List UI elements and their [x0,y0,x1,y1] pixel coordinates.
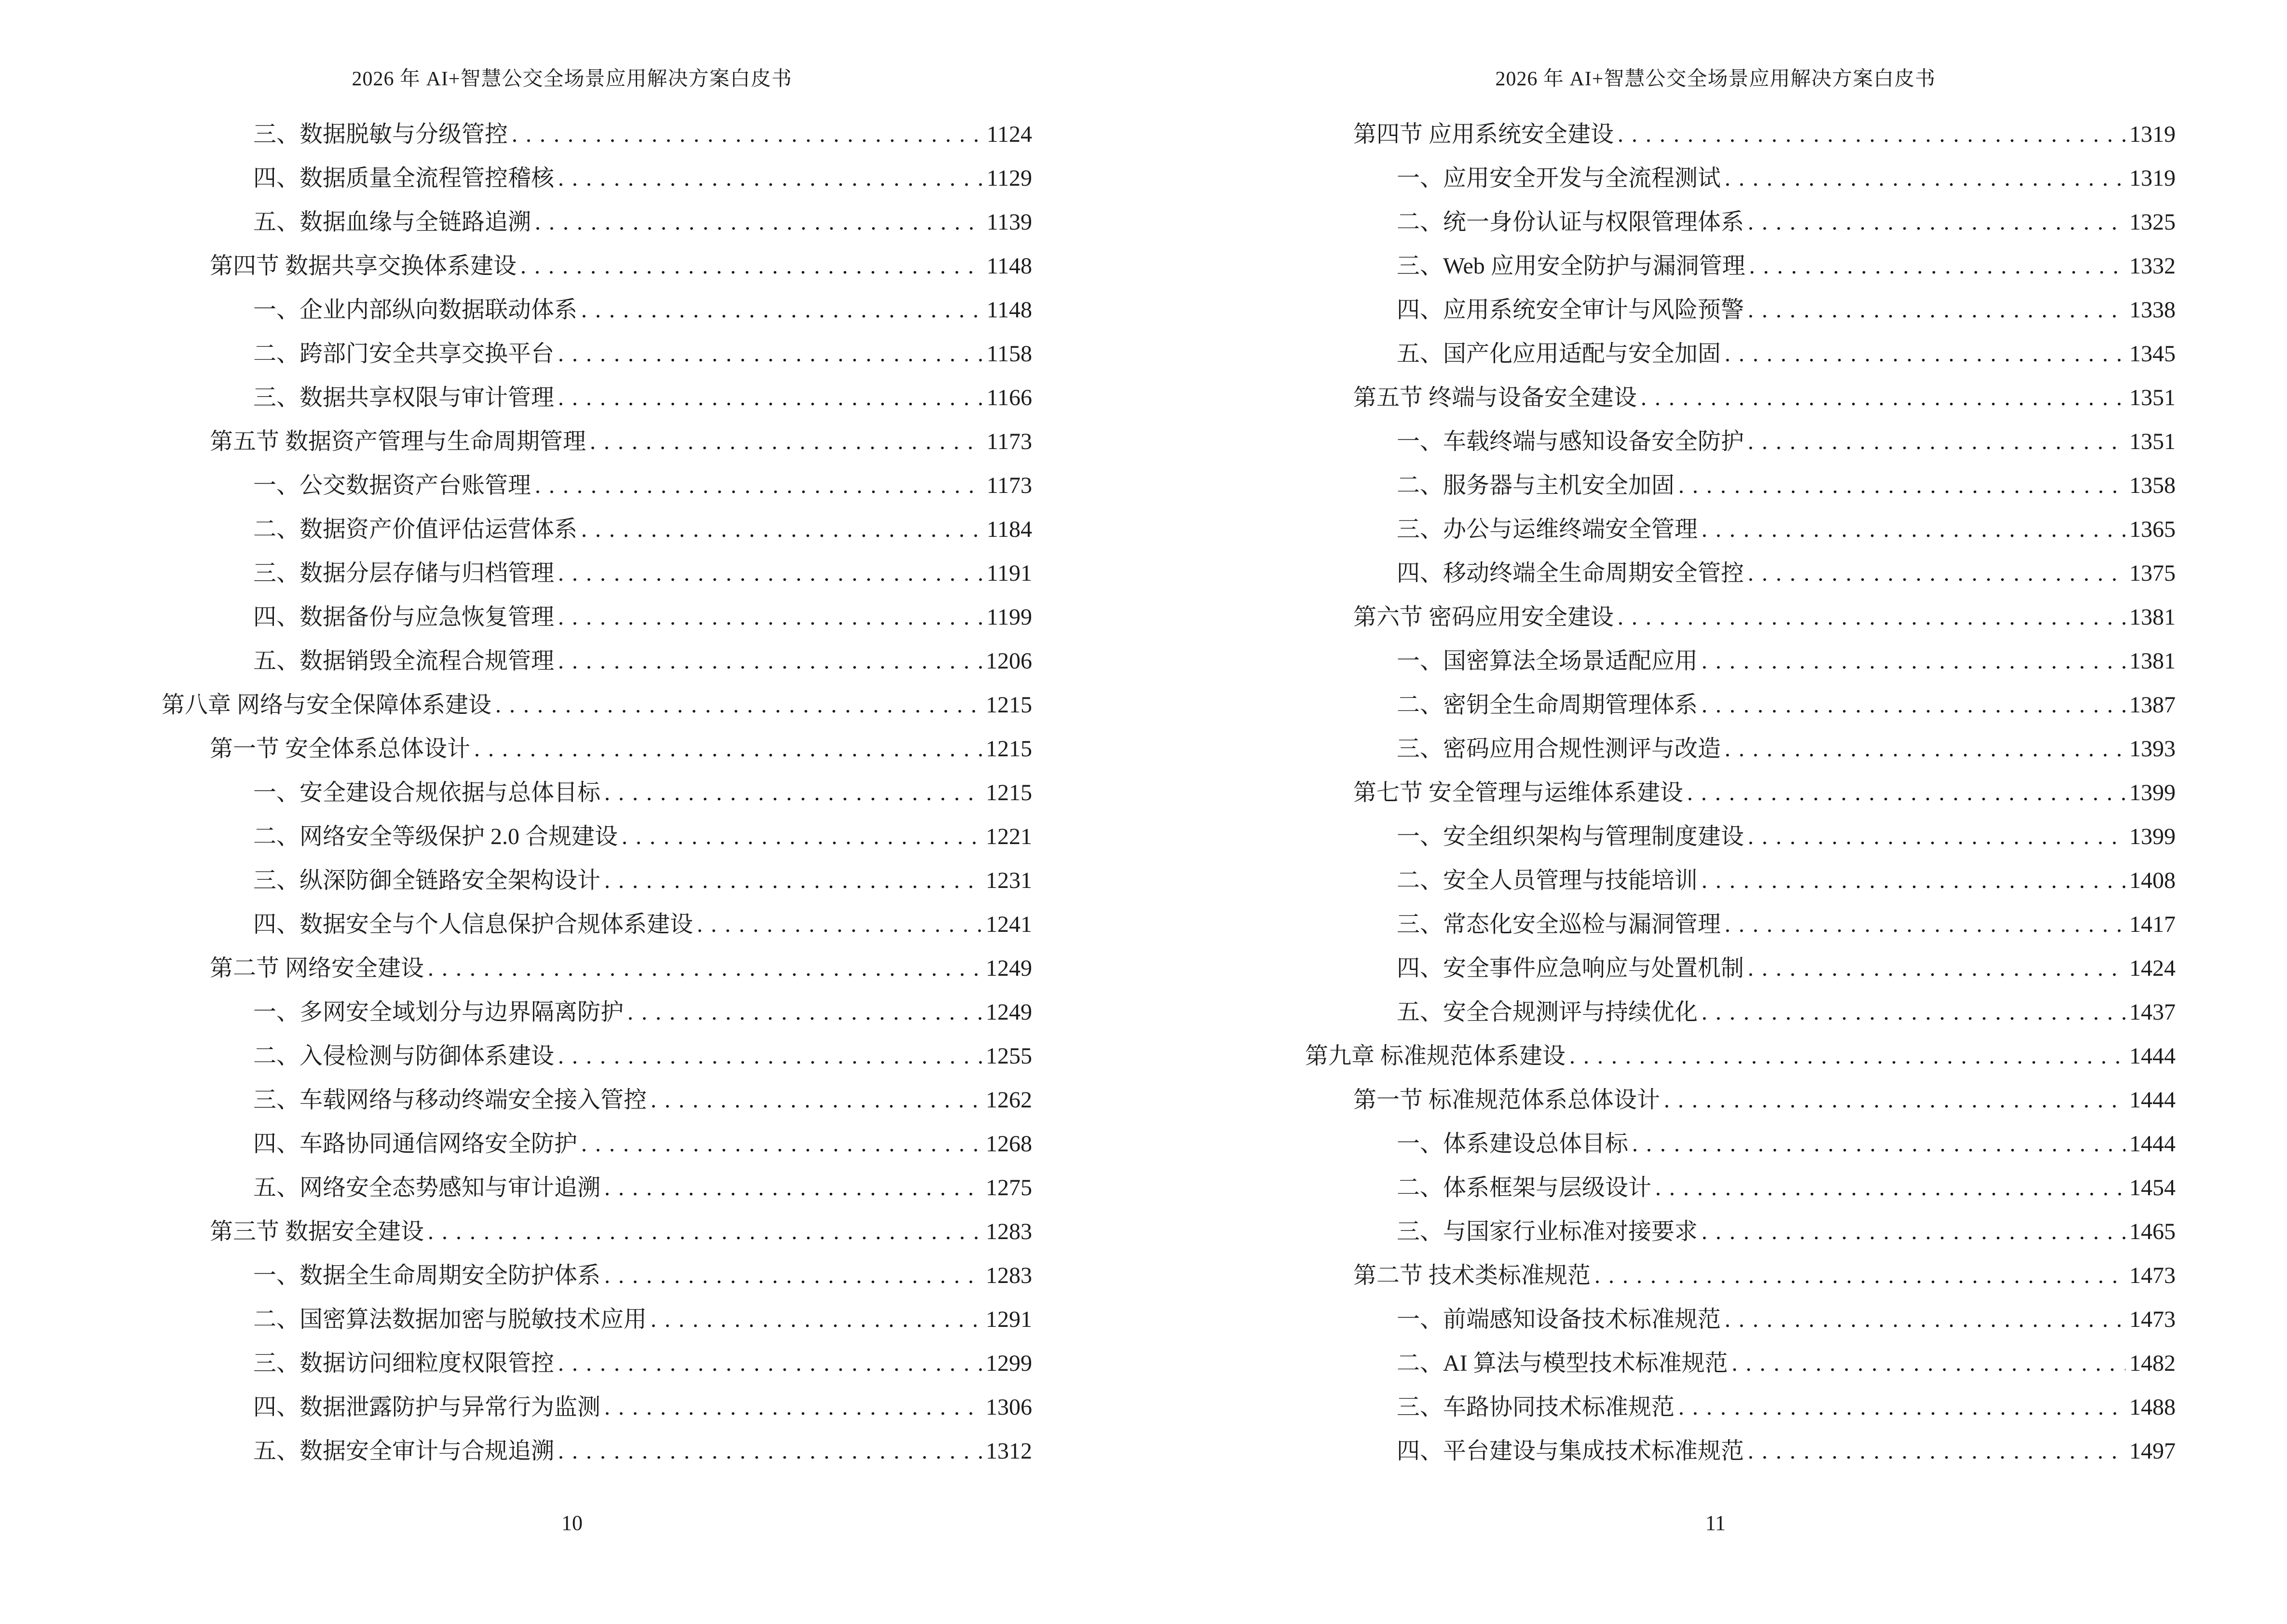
toc-entry[interactable] [1144,464,2287,507]
toc-entry[interactable] [0,507,1144,551]
toc-entry[interactable] [0,727,1144,771]
toc-entry[interactable] [0,244,1144,288]
toc-entry-page: 1424 [2129,955,2176,981]
dot-leader [428,946,982,990]
toc-entry-page: 1249 [986,955,1032,981]
toc-entry[interactable] [1144,507,2287,551]
dot-leader [558,1034,982,1078]
toc-entry-page: 1417 [2129,912,2176,937]
toc-entry-page: 1399 [2129,780,2176,805]
toc-entry-page: 1437 [2129,999,2176,1025]
toc-entry[interactable] [0,683,1144,727]
toc-entry-page: 1241 [986,912,1032,937]
dot-leader [520,244,982,288]
dot-leader [1748,420,2125,464]
toc-entry-label: 一、车载终端与感知设备安全防护 [1397,429,1744,454]
dot-leader [581,1122,982,1166]
toc-entry-label: 二、密钥全生命周期管理体系 [1397,692,1698,718]
toc-entry-label: 三、数据访问细粒度权限管控 [253,1351,555,1376]
toc-entry-page: 1148 [986,253,1032,279]
toc-entry-label: 三、纵深防御全链路安全架构设计 [253,868,601,893]
toc-entry[interactable] [0,376,1144,420]
dot-leader [1664,1078,2125,1122]
toc-entry-page: 1206 [986,648,1032,674]
dot-leader [1702,683,2125,727]
dot-leader [651,1297,982,1341]
toc-entry-label: 二、国密算法数据加密与脱敏技术应用 [253,1307,647,1332]
toc-entry[interactable] [1144,420,2287,464]
toc-entry-label: 四、安全事件应急响应与处置机制 [1397,955,1744,981]
dot-leader [558,332,982,376]
toc-entry[interactable] [1144,376,2287,420]
toc-entry-label: 一、应用安全开发与全流程测试 [1397,165,1721,191]
toc-entry[interactable] [1144,156,2287,200]
toc-entry-label: 三、数据分层存储与归档管理 [253,560,555,586]
dot-leader [604,1254,982,1297]
toc-entry[interactable] [0,1166,1144,1210]
dot-leader [1569,1034,2125,1078]
toc-entry[interactable] [0,1341,1144,1385]
dot-leader [581,288,982,332]
toc-entry[interactable] [1144,1385,2287,1429]
dot-leader [558,376,982,420]
toc-list [0,112,1144,1473]
toc-entry-label: 三、密码应用合规性测评与改造 [1397,736,1721,762]
toc-entry-label: 二、体系框架与层级设计 [1397,1175,1652,1201]
toc-entry[interactable] [1144,1166,2287,1210]
running-header: 2026 年 AI+智慧公交全场景应用解决方案白皮书 [352,68,792,90]
toc-entry-page: 1158 [986,341,1032,367]
dot-leader [1748,946,2125,990]
toc-entry[interactable] [1144,946,2287,990]
dot-leader [590,420,982,464]
toc-entry-label: 第七节 安全管理与运维体系建设 [1353,780,1684,805]
dot-leader [1687,771,2125,815]
dot-leader [697,902,982,946]
dot-leader [558,1341,982,1385]
toc-entry-page: 1191 [986,560,1032,586]
toc-entry-label: 一、安全建设合规依据与总体目标 [253,780,601,805]
toc-entry-page: 1173 [986,473,1032,498]
toc-entry-label: 第五节 数据资产管理与生命周期管理 [210,429,586,454]
toc-entry[interactable] [0,1210,1144,1254]
toc-entry-page: 1325 [2129,209,2176,235]
toc-entry[interactable] [0,288,1144,332]
toc-entry-label: 第二节 网络安全建设 [210,955,424,981]
toc-entry-page: 1365 [2129,517,2176,542]
dot-leader [1702,859,2125,902]
dot-leader [1725,156,2125,200]
toc-entry-page: 1199 [986,604,1032,630]
toc-entry-label: 四、移动终端全生命周期安全管控 [1397,560,1744,586]
toc-entry-label: 四、数据质量全流程管控稽核 [253,165,555,191]
toc-entry[interactable] [0,332,1144,376]
toc-entry-label: 四、车路协同通信网络安全防护 [253,1131,578,1157]
toc-entry-page: 1497 [2129,1438,2176,1464]
toc-entry[interactable] [1144,200,2287,244]
toc-entry-page: 1387 [2129,692,2176,718]
toc-entry-page: 1399 [2129,824,2176,849]
toc-entry-label: 三、常态化安全巡检与漏洞管理 [1397,912,1721,937]
toc-entry[interactable] [1144,551,2287,595]
toc-entry-page: 1358 [2129,473,2176,498]
toc-entry[interactable] [1144,288,2287,332]
toc-entry[interactable] [1144,639,2287,683]
toc-entry-label: 一、公交数据资产台账管理 [253,473,531,498]
toc-entry-label: 第九章 标准规范体系建设 [1305,1043,1566,1069]
dot-leader [1632,1122,2125,1166]
toc-entry-label: 一、体系建设总体目标 [1397,1131,1629,1157]
toc-entry-page: 1444 [2129,1131,2176,1157]
toc-entry[interactable] [0,946,1144,990]
dot-leader [1748,1429,2125,1473]
toc-entry-page: 1444 [2129,1087,2176,1113]
toc-entry[interactable] [0,990,1144,1034]
toc-entry-page: 1488 [2129,1394,2176,1420]
toc-entry-label: 一、国密算法全场景适配应用 [1397,648,1698,674]
dot-leader [1702,639,2125,683]
dot-leader [512,112,982,156]
toc-entry-label: 五、数据销毁全流程合规管理 [253,648,555,674]
toc-entry[interactable] [0,1385,1144,1429]
dot-leader [558,639,982,683]
dot-leader [651,1078,982,1122]
toc-entry-page: 1299 [986,1351,1032,1376]
toc-entry-label: 第一节 标准规范体系总体设计 [1353,1087,1661,1113]
toc-entry[interactable] [1144,244,2287,288]
toc-entry[interactable] [1144,902,2287,946]
toc-entry[interactable] [1144,859,2287,902]
toc-entry[interactable] [1144,990,2287,1034]
dot-leader [1618,595,2125,639]
toc-entry-label: 第四节 数据共享交换体系建设 [210,253,517,279]
dot-leader [1618,112,2125,156]
toc-entry-label: 三、办公与运维终端安全管理 [1397,517,1698,542]
dot-leader [1725,727,2125,771]
toc-entry[interactable] [1144,1034,2287,1078]
toc-entry-label: 五、安全合规测评与持续优化 [1397,999,1698,1025]
dot-leader [627,990,982,1034]
toc-entry-page: 1351 [2129,429,2176,454]
dot-leader [1678,1385,2125,1429]
toc-entry[interactable] [1144,1341,2287,1385]
toc-entry[interactable] [0,464,1144,507]
dot-leader [495,683,982,727]
toc-entry[interactable] [1144,1429,2287,1473]
toc-entry-label: 五、数据血缘与全链路追溯 [253,209,531,235]
toc-entry[interactable] [1144,1078,2287,1122]
toc-entry[interactable] [0,112,1144,156]
toc-entry-page: 1215 [986,692,1032,718]
dot-leader [1678,464,2125,507]
toc-entry-label: 第八章 网络与安全保障体系建设 [162,692,492,718]
toc-entry-page: 1345 [2129,341,2176,367]
toc-entry-label: 第四节 应用系统安全建设 [1353,122,1614,147]
toc-entry-label: 四、平台建设与集成技术标准规范 [1397,1438,1744,1464]
toc-entry-label: 三、数据共享权限与审计管理 [253,385,555,410]
toc-entry-page: 1124 [986,122,1032,147]
toc-entry-page: 1166 [986,385,1032,410]
dot-leader [604,859,982,902]
toc-entry[interactable] [1144,683,2287,727]
toc-entry-label: 二、安全人员管理与技能培训 [1397,868,1698,893]
toc-entry-page: 1393 [2129,736,2176,762]
toc-entry[interactable] [0,200,1144,244]
toc-entry-page: 1268 [986,1131,1032,1157]
dot-leader [1702,507,2125,551]
toc-entry-page: 1482 [2129,1351,2176,1376]
toc-entry-label: 四、数据备份与应急恢复管理 [253,604,555,630]
toc-entry[interactable] [0,1034,1144,1078]
dot-leader [604,771,982,815]
toc-list [1144,112,2287,1473]
toc-entry-label: 一、数据全生命周期安全防护体系 [253,1263,601,1288]
toc-entry-label: 二、服务器与主机安全加固 [1397,473,1675,498]
dot-leader [1748,815,2125,859]
dot-leader [558,551,982,595]
page-number-footer: 11 [1705,1511,1726,1535]
toc-entry-page: 1319 [2129,122,2176,147]
toc-entry-page: 1275 [986,1175,1032,1201]
toc-entry-page: 1444 [2129,1043,2176,1069]
toc-entry-label: 第一节 安全体系总体设计 [210,736,471,762]
toc-entry-label: 五、国产化应用适配与安全加固 [1397,341,1721,367]
toc-entry-label: 三、数据脱敏与分级管控 [253,122,508,147]
toc-entry-label: 一、前端感知设备技术标准规范 [1397,1307,1721,1332]
toc-entry-page: 1184 [986,517,1032,542]
dot-leader [622,815,982,859]
dot-leader [1749,244,2125,288]
dot-leader [1748,551,2125,595]
toc-entry[interactable] [0,595,1144,639]
toc-entry-label: 一、企业内部纵向数据联动体系 [253,297,578,323]
toc-entry-page: 1473 [2129,1263,2176,1288]
toc-entry[interactable] [1144,332,2287,376]
toc-entry[interactable] [0,1078,1144,1122]
toc-entry-page: 1291 [986,1307,1032,1332]
dot-leader [1725,1297,2125,1341]
toc-entry-page: 1319 [2129,165,2176,191]
toc-entry-page: 1129 [986,165,1032,191]
toc-entry[interactable] [1144,1210,2287,1254]
toc-entry-page: 1262 [986,1087,1032,1113]
toc-entry-label: 五、网络安全态势感知与审计追溯 [253,1175,601,1201]
toc-entry-label: 四、数据安全与个人信息保护合规体系建设 [253,912,694,937]
dot-leader [1655,1166,2125,1210]
toc-entry-page: 1381 [2129,648,2176,674]
toc-entry-page: 1231 [986,868,1032,893]
toc-entry[interactable] [1144,112,2287,156]
dot-leader [581,507,982,551]
toc-entry-label: 三、车路协同技术标准规范 [1397,1394,1675,1420]
toc-entry[interactable] [0,859,1144,902]
toc-entry-label: 一、安全组织架构与管理制度建设 [1397,824,1744,849]
toc-entry[interactable] [1144,1297,2287,1341]
toc-entry-label: 五、数据安全审计与合规追溯 [253,1438,555,1464]
toc-entry[interactable] [0,1254,1144,1297]
toc-entry[interactable] [0,156,1144,200]
dot-leader [1748,200,2125,244]
toc-entry[interactable] [0,1297,1144,1341]
dot-leader [1594,1254,2125,1297]
toc-entry-label: 二、数据资产价值评估运营体系 [253,517,578,542]
dot-leader [1725,332,2125,376]
toc-entry-page: 1221 [986,824,1032,849]
toc-entry[interactable] [0,771,1144,815]
page-right [1144,0,2287,1624]
dot-leader [1725,902,2125,946]
toc-entry[interactable] [1144,727,2287,771]
dot-leader [604,1166,982,1210]
toc-entry-label: 三、车载网络与移动终端安全接入管控 [253,1087,647,1113]
toc-entry-page: 1408 [2129,868,2176,893]
toc-entry-label: 二、入侵检测与防御体系建设 [253,1043,555,1069]
toc-entry-label: 三、与国家行业标准对接要求 [1397,1219,1698,1244]
toc-entry-label: 二、AI 算法与模型技术标准规范 [1397,1351,1728,1376]
running-header: 2026 年 AI+智慧公交全场景应用解决方案白皮书 [1495,68,1936,90]
toc-entry[interactable] [0,1429,1144,1473]
toc-entry-page: 1454 [2129,1175,2176,1201]
page-number-footer: 10 [561,1511,583,1535]
toc-entry-page: 1351 [2129,385,2176,410]
toc-entry[interactable] [0,551,1144,595]
toc-entry-page: 1381 [2129,604,2176,630]
toc-entry-page: 1375 [2129,560,2176,586]
toc-entry-page: 1312 [986,1438,1032,1464]
toc-entry-page: 1215 [986,780,1032,805]
toc-entry-label: 第三节 数据安全建设 [210,1219,424,1244]
toc-entry-label: 二、网络安全等级保护 2.0 合规建设 [253,824,618,849]
toc-entry-label: 一、多网安全域划分与边界隔离防护 [253,999,624,1025]
dot-leader [1702,990,2125,1034]
toc-entry-page: 1148 [986,297,1032,323]
toc-entry[interactable] [1144,595,2287,639]
toc-entry[interactable] [1144,771,2287,815]
toc-entry-label: 第五节 终端与设备安全建设 [1353,385,1637,410]
toc-entry[interactable] [0,902,1144,946]
toc-entry-page: 1283 [986,1263,1032,1288]
dot-leader [1732,1341,2125,1385]
toc-entry-label: 二、跨部门安全共享交换平台 [253,341,555,367]
toc-entry[interactable] [0,420,1144,464]
dot-leader [474,727,982,771]
toc-entry-page: 1215 [986,736,1032,762]
toc-entry-page: 1306 [986,1394,1032,1420]
toc-entry-page: 1283 [986,1219,1032,1244]
dot-leader [1748,288,2125,332]
toc-entry-page: 1473 [2129,1307,2176,1332]
dot-leader [428,1210,982,1254]
toc-entry[interactable] [0,639,1144,683]
toc-entry-page: 1332 [2129,253,2176,279]
dot-leader [558,595,982,639]
toc-entry-page: 1255 [986,1043,1032,1069]
toc-entry-label: 四、数据泄露防护与异常行为监测 [253,1394,601,1420]
dot-leader [558,1429,982,1473]
toc-entry[interactable] [1144,815,2287,859]
toc-entry[interactable] [1144,1254,2287,1297]
toc-entry-page: 1173 [986,429,1032,454]
toc-entry-label: 第二节 技术类标准规范 [1353,1263,1591,1288]
toc-entry-label: 四、应用系统安全审计与风险预警 [1397,297,1744,323]
dot-leader [535,200,982,244]
toc-entry-page: 1338 [2129,297,2176,323]
toc-entry[interactable] [1144,1122,2287,1166]
toc-entry-label: 二、统一身份认证与权限管理体系 [1397,209,1744,235]
toc-entry-page: 1139 [986,209,1032,235]
dot-leader [1641,376,2125,420]
dot-leader [1702,1210,2125,1254]
toc-entry-page: 1249 [986,999,1032,1025]
dot-leader [535,464,982,507]
dot-leader [558,156,982,200]
dot-leader [604,1385,982,1429]
toc-entry-label: 三、Web 应用安全防护与漏洞管理 [1397,253,1745,279]
toc-entry[interactable] [0,1122,1144,1166]
toc-entry-page: 1465 [2129,1219,2176,1244]
toc-entry[interactable] [0,815,1144,859]
toc-entry-label: 第六节 密码应用安全建设 [1353,604,1614,630]
